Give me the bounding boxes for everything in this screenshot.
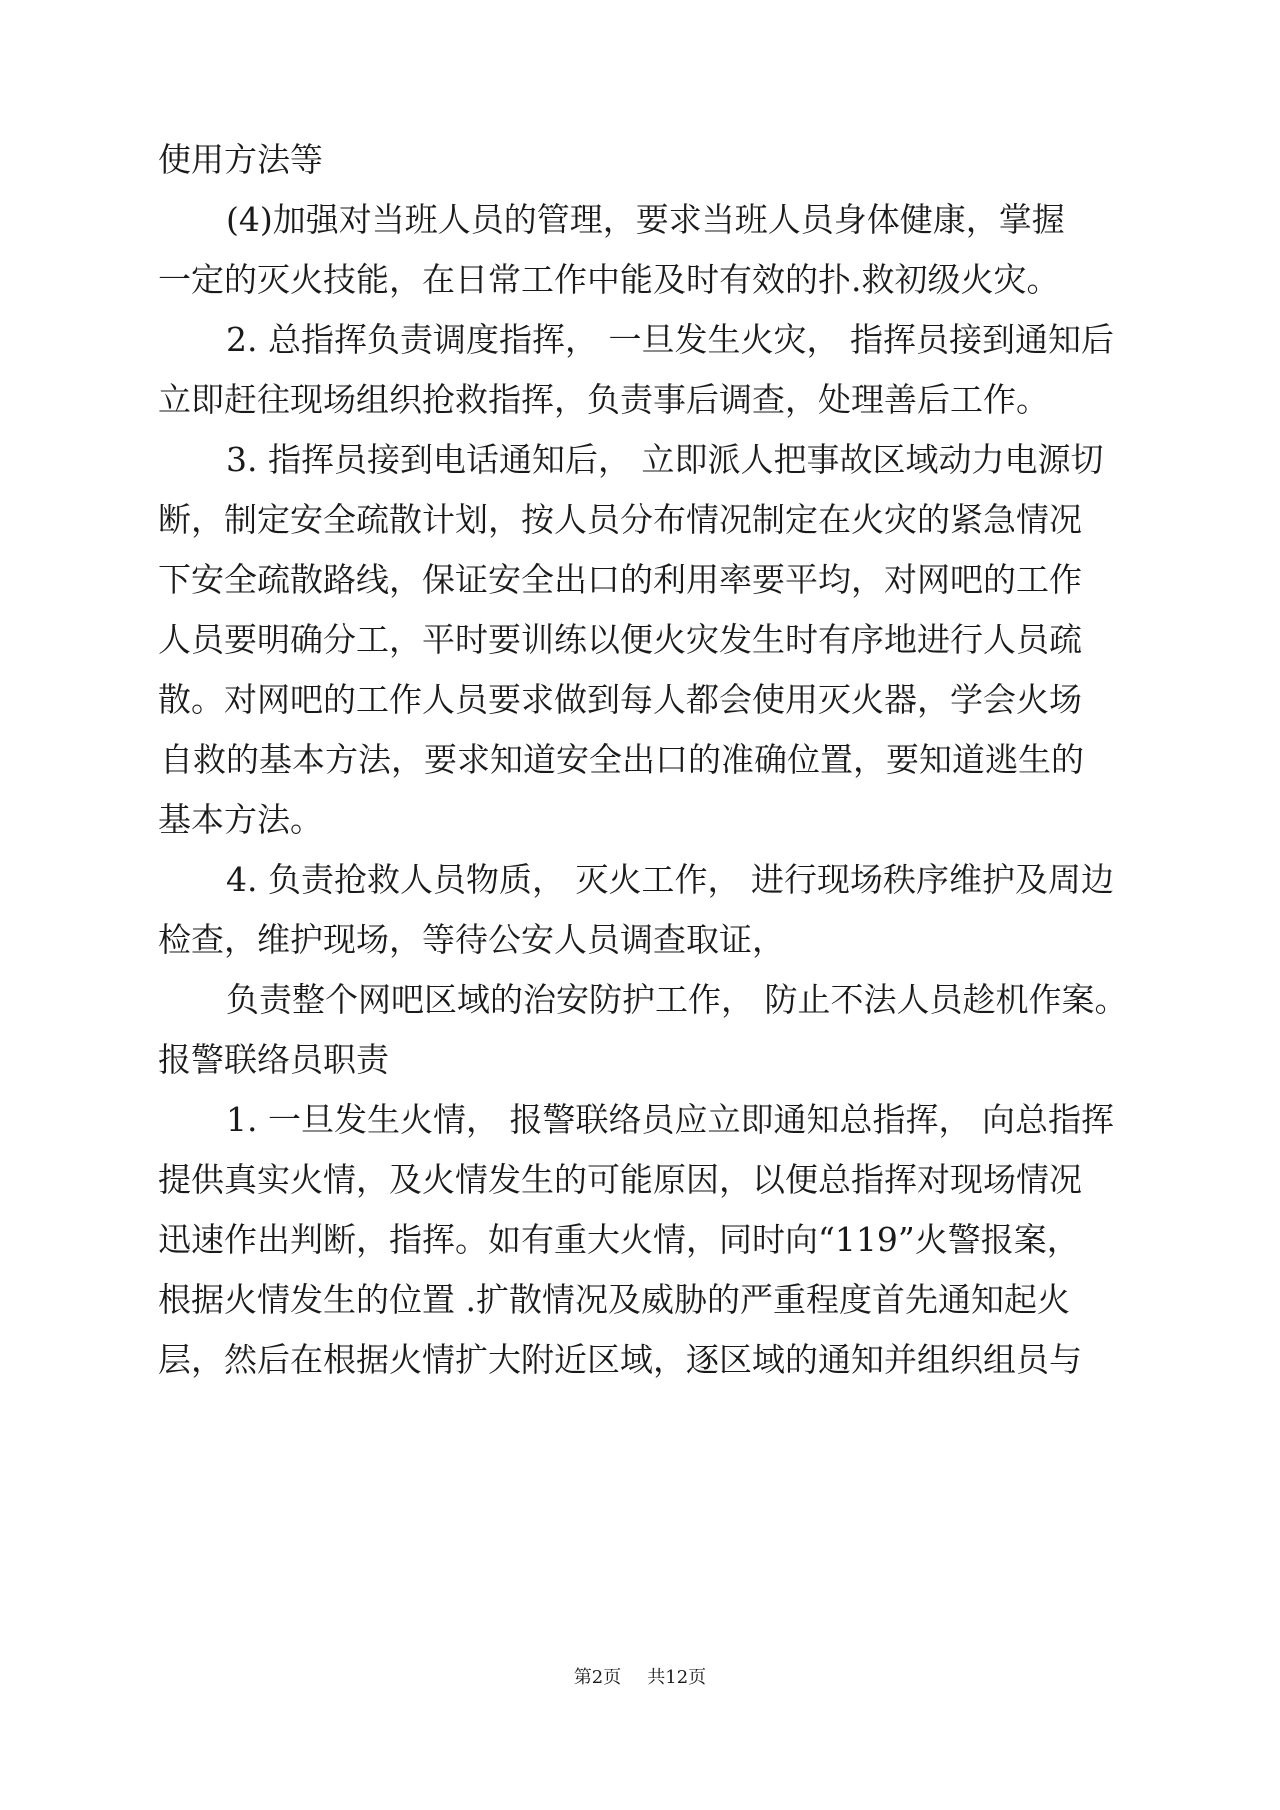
text-line: 自救的基本方法，要求知道安全出口的准确位置，要知道逃生的 xyxy=(160,740,1084,779)
text-line: 检查，维护现场，等待公安人员调查取证， xyxy=(158,920,785,959)
page-total: 共12页 xyxy=(647,1667,707,1688)
text-line: 负责整个网吧区域的治安防护工作， 防止不法人员趁机作案。 xyxy=(226,980,1128,1019)
document-body xyxy=(158,130,1133,1390)
text-line: 人员要明确分工，平时要训练以便火灾发生时有序地进行人员疏 xyxy=(158,620,1082,659)
text-line: 基本方法。 xyxy=(158,800,323,839)
page-footer xyxy=(0,1666,1280,1690)
text-line: 断，制定安全疏散计划，按人员分布情况制定在火灾的紧急情况 xyxy=(158,500,1082,539)
text-line: (4)加强对当班人员的管理，要求当班人员身体健康，掌握 xyxy=(226,200,1065,239)
text-line: 1. 一旦发生火情， 报警联络员应立即通知总指挥， 向总指挥 xyxy=(226,1100,1114,1139)
text-line: 下安全疏散路线，保证安全出口的利用率要平均，对网吧的工作 xyxy=(158,560,1082,599)
text-line: 层，然后在根据火情扩大附近区域，逐区域的通知并组织组员与 xyxy=(158,1340,1082,1379)
page-number: 第2页 xyxy=(573,1667,622,1688)
text-line: 迅速作出判断，指挥。如有重大火情，同时向“119”火警报案， xyxy=(158,1220,1080,1259)
text-line: 2. 总指挥负责调度指挥， 一旦发生火灾， 指挥员接到通知后 xyxy=(226,320,1114,359)
section-heading: 报警联络员职责 xyxy=(158,1040,389,1079)
text-line: 散。对网吧的工作人员要求做到每人都会使用灭火器，学会火场 xyxy=(158,680,1082,719)
text-line: 4. 负责抢救人员物质， 灭火工作， 进行现场秩序维护及周边 xyxy=(226,860,1114,899)
text-line: 立即赶往现场组织抢救指挥，负责事后调查，处理善后工作。 xyxy=(158,380,1049,419)
text-line: 根据火情发生的位置 .扩散情况及威胁的严重程度首先通知起火 xyxy=(158,1280,1070,1319)
text-line: 提供真实火情，及火情发生的可能原因，以便总指挥对现场情况 xyxy=(158,1160,1082,1199)
text-line: 3. 指挥员接到电话通知后， 立即派人把事故区域动力电源切 xyxy=(226,440,1104,479)
text-line: 使用方法等 xyxy=(158,140,323,179)
text-line: 一定的灭火技能，在日常工作中能及时有效的扑.救初级火灾。 xyxy=(158,260,1060,299)
